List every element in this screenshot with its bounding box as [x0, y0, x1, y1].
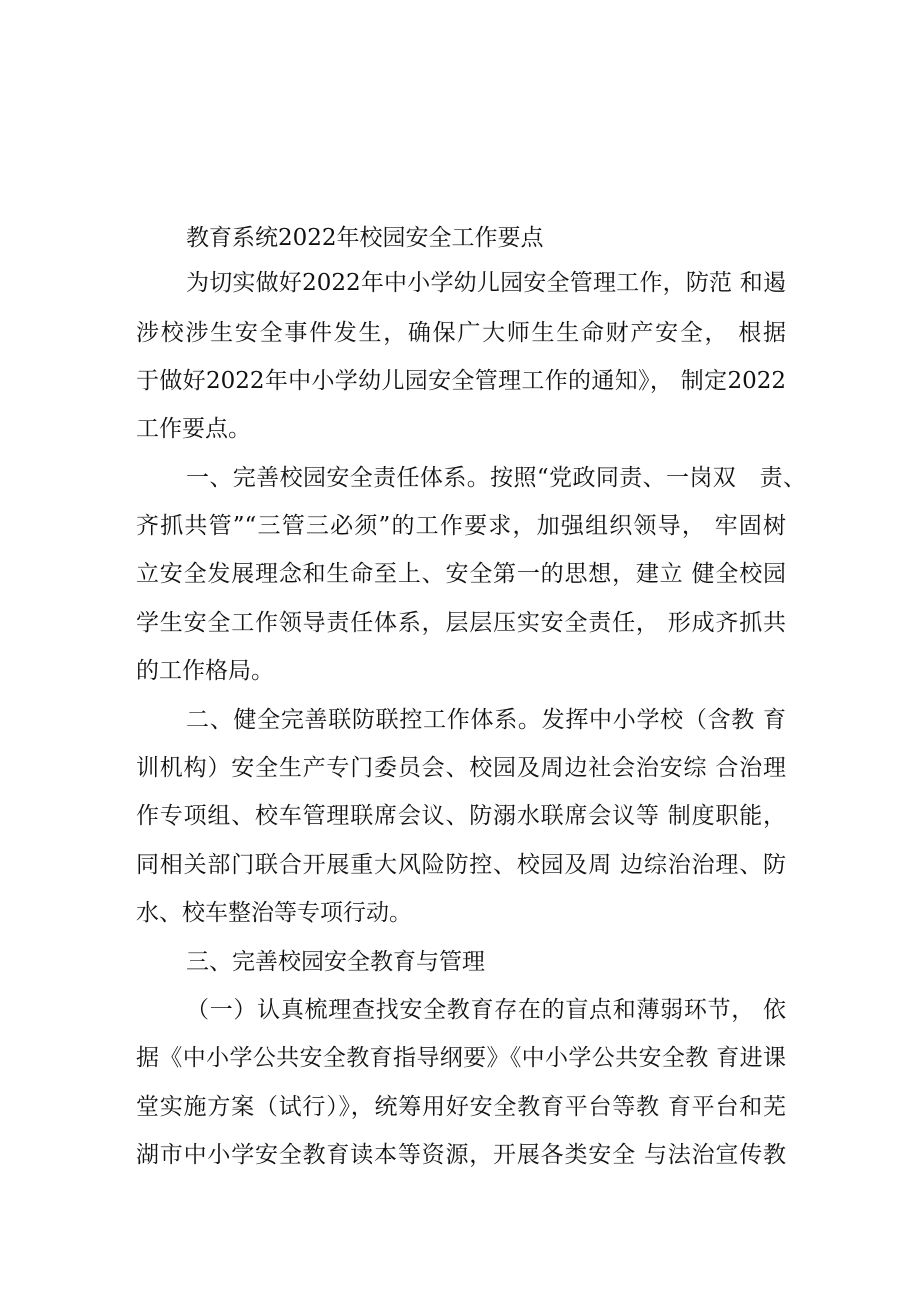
document-title: 教育系统2022年校园安全工作要点	[186, 225, 544, 251]
paragraph-line: 的工作格局。	[136, 658, 274, 684]
paragraph-line: 据《中小学公共安全教育指导纲要》《中小学公共安全教 育进课	[136, 1045, 786, 1071]
paragraph-line: 训机构）安全生产专门委员会、校园及周边社会治安综 合治理	[136, 755, 786, 781]
paragraph-line: 齐抓共管”“三管三必须”的工作要求，加强组织领导， 牢固树	[136, 513, 786, 539]
paragraph-line: 同相关部门联合开展重大风险防控、校园及周 边综治治理、防	[136, 852, 786, 878]
paragraph-line: 于做好2022年中小学幼儿园安全管理工作的通知》， 制定2022	[136, 368, 786, 394]
paragraph-line: 湖市中小学安全教育读本等资源，开展各类安全 与法治宣传教	[136, 1142, 786, 1168]
paragraph-line: 工作要点。	[136, 416, 251, 442]
paragraph-line: 学生安全工作领导责任体系，层层压实安全责任， 形成齐抓共	[136, 610, 786, 636]
paragraph-line: 水、校车整治等专项行动。	[136, 900, 412, 926]
section-heading-line: 二、健全完善联防联控工作体系。发挥中小学校（含教 育	[186, 707, 786, 733]
paragraph-line: 作专项组、校车管理联席会议、防溺水联席会议等 制度职能，	[136, 803, 786, 829]
section-heading-line: 三、完善校园安全教育与管理	[186, 949, 485, 975]
paragraph-line: 为切实做好2022年中小学幼儿园安全管理工作，防范 和遏	[186, 270, 786, 296]
subsection-line: （一）认真梳理查找安全教育存在的盲点和薄弱环节， 依	[186, 997, 786, 1023]
paragraph-line: 涉校涉生安全事件发生，确保广大师生生命财产安全， 根据	[136, 320, 786, 346]
section-heading-line: 一、完善校园安全责任体系。按照“党政同责、一岗双 责、	[186, 465, 806, 491]
paragraph-line: 堂实施方案（试行）》，统筹用好安全教育平台等教 育平台和芜	[136, 1094, 786, 1120]
paragraph-line: 立安全发展理念和生命至上、安全第一的思想，建立 健全校园	[136, 561, 786, 587]
